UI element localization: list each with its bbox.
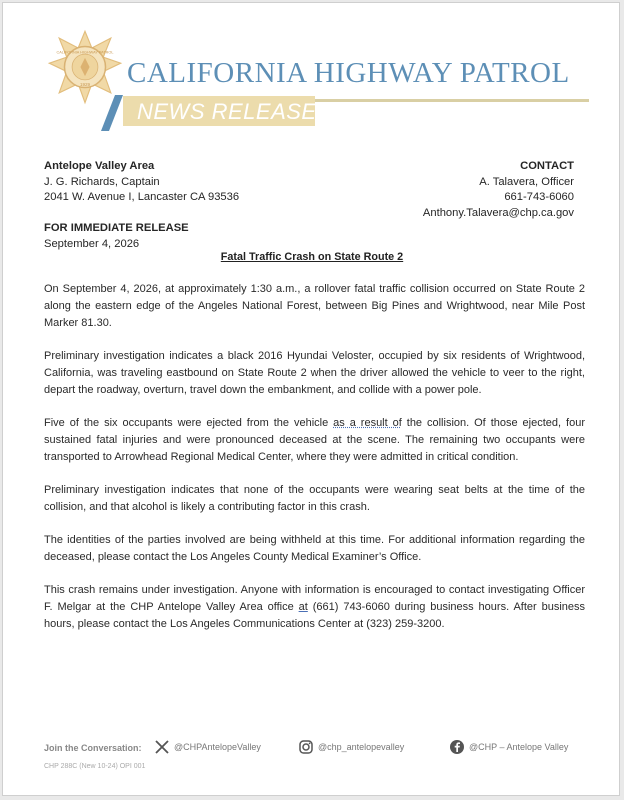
- headline: Fatal Traffic Crash on State Route 2: [220, 251, 404, 263]
- x-handle: @CHPAntelopeValley: [174, 742, 261, 752]
- agency-title: CALIFORNIA HIGHWAY PATROL: [127, 57, 570, 89]
- office-info: [44, 159, 239, 206]
- release-date: September 4, 2026: [44, 237, 140, 250]
- spelling-flag: at: [298, 601, 308, 613]
- x-social[interactable]: [154, 739, 261, 755]
- grammar-flag: as a result of: [333, 417, 402, 429]
- office-address: 2041 W. Avenue I, Lancaster CA 93536: [44, 191, 240, 203]
- facebook-handle: @CHP – Antelope Valley: [469, 742, 569, 752]
- instagram-handle: @chp_antelopevalley: [318, 742, 405, 752]
- release-info: [44, 221, 189, 252]
- contact-info: [423, 159, 574, 221]
- paragraph-2: Preliminary investigation indicates a black 2016 Hyundai Veloster, occupied by six residents of Wrightwood, California, was traveling eastbound on State Route 2 when the driver allowed the vehicle to veer to the right, depart the roadway, overturn, travel down the embankment, and collide with a power pole.: [44, 350, 585, 396]
- contact-heading: CONTACT: [520, 160, 574, 172]
- x-logo-icon: [154, 739, 170, 755]
- paragraph-5: The identities of the parties involved are being withheld at this time. For additional information regarding the deceased, please contact the Los Angeles County Medical Examiner’s Office.: [44, 534, 585, 563]
- instagram-social[interactable]: [298, 739, 404, 755]
- press-release-page: [2, 2, 620, 796]
- contact-email[interactable]: Anthony.Talavera@chp.ca.gov: [422, 206, 574, 219]
- seal-text: CALIFORNIA HIGHWAY PATROL: [56, 50, 114, 55]
- join-label: Join the Conversation:: [44, 743, 142, 753]
- instagram-icon: [298, 739, 314, 755]
- article-body: [44, 281, 585, 649]
- seal-year: 1929: [79, 82, 91, 87]
- facebook-icon: [449, 739, 465, 755]
- contact-name: A. Talavera, Officer: [479, 175, 574, 188]
- form-code: CHP 288C (New 10-24) OPI 001: [44, 763, 146, 770]
- social-footer: [44, 739, 584, 759]
- facebook-social[interactable]: [449, 739, 568, 755]
- paragraph-3: Five of the six occupants were ejected from the vehicle as a result of the collision. Of those ejected, four sustained fatal injuries and were pronounced deceased at the scene. The remaining two occupants were transported to Arrowhead Regional Medical Center, where they were admitted in critical condition.: [44, 417, 585, 463]
- paragraph-6: This crash remains under investigation. Anyone with information is encouraged to contact investigating Officer F. Melgar at the CHP Antelope Valley Area office at (661) 743-6060 during business hours. After business hours, please contact the Los Angeles Communications Center at (323) 259-3200.: [44, 584, 586, 630]
- paragraph-4: Preliminary investigation indicates that none of the occupants were wearing seat belts at the time of the collision, and that alcohol is likely a contributing factor in this crash.: [44, 484, 585, 513]
- contact-phone: 661-743-6060: [504, 191, 574, 203]
- paragraph-1: On September 4, 2026, at approximately 1:30 a.m., a rollover fatal traffic collision occurred on State Route 2 along the eastern edge of the Angeles National Forest, between Big Pines and Wrightwood, near Mile Post Marker 81.30.: [44, 283, 585, 329]
- office-captain: J. G. Richards, Captain: [44, 175, 160, 188]
- release-label: FOR IMMEDIATE RELEASE: [44, 222, 189, 234]
- chp-star-seal: [47, 29, 123, 105]
- office-area: Antelope Valley Area: [44, 160, 155, 172]
- news-release-label: NEWS RELEASE: [137, 99, 317, 124]
